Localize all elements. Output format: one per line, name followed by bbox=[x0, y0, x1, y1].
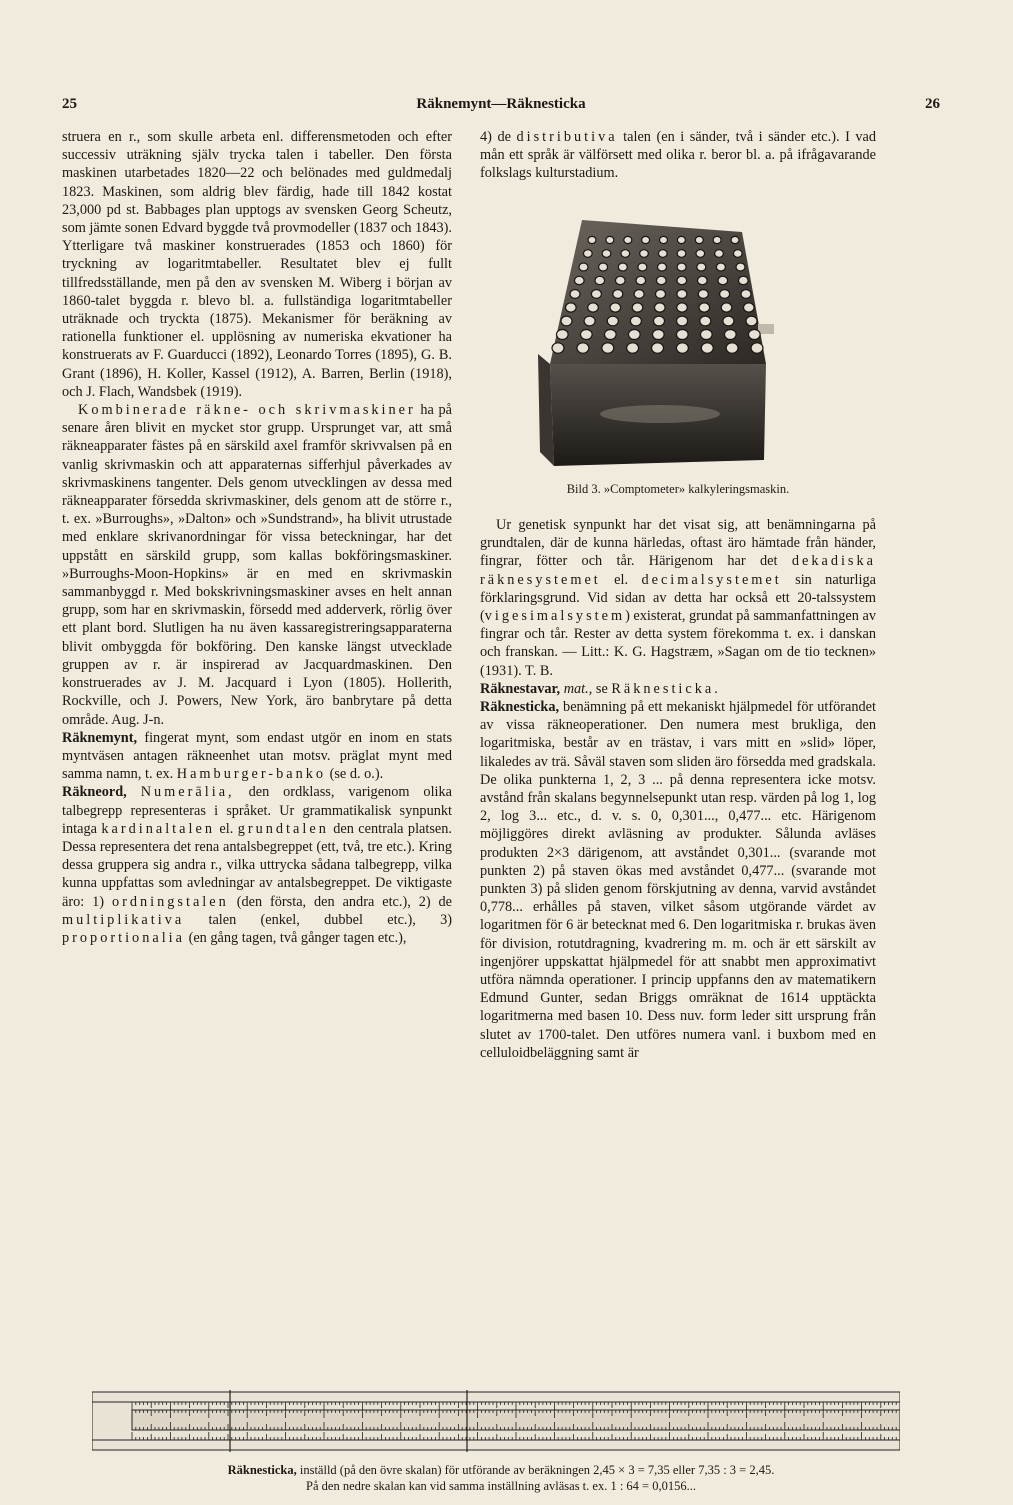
key-icon bbox=[726, 343, 738, 353]
entry-raknemynt: Räknemynt, fingerat mynt, som endast utgör en inom en stats myntväsen antagen räkneenhet utan motsv. präglat mynt med samma namn, t. ex. Hamburger-banko (se d. o.). bbox=[62, 729, 453, 783]
key-icon bbox=[638, 263, 647, 271]
key-icon bbox=[718, 276, 728, 284]
key-icon bbox=[697, 263, 706, 271]
key-icon bbox=[677, 303, 688, 312]
key-icon bbox=[725, 330, 737, 340]
key-icon bbox=[602, 343, 614, 353]
key-icon bbox=[630, 316, 641, 326]
key-icon bbox=[698, 276, 708, 284]
key-icon bbox=[746, 316, 757, 326]
key-icon bbox=[713, 236, 721, 243]
author-signature: T. B. bbox=[525, 662, 553, 679]
key-icon bbox=[566, 303, 577, 312]
key-icon bbox=[636, 276, 646, 284]
key-icon bbox=[621, 250, 630, 258]
key-icon bbox=[677, 236, 685, 243]
key-icon bbox=[723, 316, 734, 326]
key-icon bbox=[602, 250, 611, 258]
key-icon bbox=[739, 276, 749, 284]
key-icon bbox=[577, 343, 589, 353]
paragraph-kombinerade: Kombinerade räkne- och skrivmaskiner ha på senare åren blivit en mycket stor grupp. Ursprunget var, att små räkneapparater fästes på en särskild axel framför skrivvalsen på en vanlig skrivmaskin och att apparaternas sifferhjul påverkades av skrivmaskinens tangenter. Dels genom utvecklingen av dessa med räkneapparater försedda skrivmaskiner, dels genom att de större r., t. ex. »Burroughs», »Dalton» och »Sundstrand», ha blivit utrustade med enklare skrivanordningar för vissa beteckningar, har det uppstått en särskild grupp, som kallas bokföringsmaskiner. »Burroughs-Moon-Hopkins» är en med en skrivmaskin sammanbyggd r. Med bokskrivningsmaskiner avses en helt annan grupp, som har en skrivmaskin, försedd med adderverk, rörlig över ett plant bord. Slutligen ha nu även kassaregistreringsapparaterna blivit ombyggda för bokföring. Den kanske längst utvecklade gruppen av r. är inspirerad av Jacquardmaskinen. Den konstruerades av J. M. Jacquard i Lyon (1805). Hollerith, Rockville, och J. Powers, New York, äro banbrytare på detta område. Aug. J-n. bbox=[62, 402, 453, 728]
key-icon bbox=[677, 290, 687, 299]
key-icon bbox=[634, 290, 644, 299]
entry-raknestavar: Räknestavar, mat., se Räknesticka. bbox=[480, 680, 721, 697]
key-icon bbox=[575, 276, 585, 284]
key-icon bbox=[701, 330, 713, 340]
page-title: Räknemynt—Räknesticka bbox=[416, 96, 586, 112]
key-icon bbox=[654, 316, 665, 326]
key-icon bbox=[629, 330, 641, 340]
key-icon bbox=[561, 316, 572, 326]
right-column-top bbox=[480, 128, 876, 183]
key-icon bbox=[591, 290, 601, 299]
key-icon bbox=[749, 330, 761, 340]
photo-caption: Bild 3. »Comptometer» kalkyleringsmaskin. bbox=[566, 482, 790, 496]
key-icon bbox=[698, 290, 708, 299]
headword-raknemynt: Räknemynt, bbox=[62, 729, 138, 746]
key-icon bbox=[557, 330, 569, 340]
page-number-left: 25 bbox=[62, 96, 77, 112]
caption-term: Räknesticka, bbox=[227, 1463, 297, 1477]
key-icon bbox=[588, 303, 599, 312]
key-icon bbox=[677, 330, 689, 340]
left-column bbox=[62, 128, 452, 947]
key-icon bbox=[605, 330, 617, 340]
key-icon bbox=[720, 290, 730, 299]
paragraph-babbage: struera en r., som skulle arbeta enl. differensmetoden och efter successiv uträkning själv trycka talen i tabeller. Den första maskinen utarbetades 1820—22 och belönades med guldmedalj 1823. Maskinen, som aldrig blev färdig, hade till 1842 kostat 23,000 pd st. Babbages plan upptogs av svensken Georg Scheutz, som jämte sonen Edvard byggde två provmodeller (1837 och 1843). Ytterligare två maskiner konstruerades (1853 och 1860) för tryckning av logaritmtabeller. Resultatet blev ej fullt tillfredsställande, men på den av svensken M. Wiberg i början av 1860-talet byggda r. blevo bl. a. fullständiga logaritmtabeller uträknade och tryckta (1875). Mekanismer för beräkning av rationella funktioner el. upplösning av numeriska ekvationer ha konstruerats av F. Guarducci (1892), Leonardo Torres (1895), G. B. Grant (1896), H. Koller, Kassel (1912), A. Barren, Berlin (1918), och J. Flach, Wandsbek (1919). bbox=[62, 129, 452, 400]
key-icon bbox=[677, 276, 687, 284]
key-icon bbox=[616, 276, 626, 284]
headword-raknesticka: Räknesticka, bbox=[480, 699, 560, 716]
key-icon bbox=[613, 290, 623, 299]
key-icon bbox=[618, 263, 627, 271]
key-icon bbox=[734, 250, 743, 258]
headword-rakneord: Räkneord, bbox=[62, 784, 127, 801]
term-kombinerade: Kombinerade räkne- och skrivmaskiner bbox=[78, 402, 416, 419]
key-icon bbox=[552, 343, 564, 353]
key-icon bbox=[744, 303, 755, 312]
key-icon bbox=[676, 343, 688, 353]
key-icon bbox=[715, 250, 724, 258]
key-icon bbox=[751, 343, 763, 353]
entry-rakneord: Räkneord, Numerālia, den ordklass, varigenom olika talbegrepp representeras i språket. Ur grammatikalisk synpunkt intaga kardinaltalen el. grundtalen den centrala platsen. Dessa representera det rena antalsbegreppet (ett, två, tre etc.). Kring dessa gruppera sig andra r., vilka uttrycka sådana talbegrepp, vilka kunna uppfattas som avledningar av antalsbegreppet. De viktigaste äro: 1) ordningstalen (den första, den andra etc.), 2) de multiplikativa talen (enkel, dubbel etc.), 3) proportionalia (en gång tagen, två gånger tagen etc.), bbox=[62, 784, 453, 946]
key-icon bbox=[627, 343, 639, 353]
entry-raknesticka: Räknesticka, benämning på ett mekaniskt hjälpmedel för utförandet av vissa räkneoperationer. Den numera mest brukliga, den logaritmiska, består av en trästav, i vars mitt en »slid» löper, likaledes av trä. Såväl staven som sliden äro försedda med gradskala. De olika punkterna 1, 2, 3 ... på denna representera icke motsv. avstånd från skalans begynnelsepunkt utan resp. värden på log 1, log 2, log 3... etc., d. v. s. 0, 0,301..., 0,477... etc. Härigenom möjliggöres direkt avläsning av produkter. Sålunda avläses produkten 2×3 därigenom, att avståndet 0,301... (svarande mot punkten 2) på staven ökas med avståndet 0,477... (svarande mot punkten 3) på sliden genom förskjutning av denna, varvid avståndet 0,778... erhålles på staven, vilket såsom utgörande värdet av logaritmen för 6 är betecknat med 6. Den logaritmiska r. brukas även för division, rotutdragning, kvadrering m. m. och är ett särskilt av ingenjörer uppskattat hjälpmedel för att snabbt men approximativt utföra nämnda operationer. I princip uppfanns den av matematikern Edmund Gunter, sedan Briggs omräknat de 1614 upptäckta logaritmerna med basen 10. Dess nuv. form leder sitt ursprung från slutet av 1700-talet. Den utföres numera vanl. i buxbom med en celluloidbeläggning samt är bbox=[480, 699, 876, 1061]
paragraph-distributiva: 4) de distributiva talen (en i sänder, två i sänder etc.). I vad mån ett språk är välförsett med olika r. beror bl. a. på ifrågavarande folkslags kulturstadium. bbox=[480, 129, 877, 182]
key-icon bbox=[610, 303, 621, 312]
key-icon bbox=[677, 316, 688, 326]
key-icon bbox=[655, 303, 666, 312]
running-header bbox=[62, 96, 940, 118]
key-icon bbox=[606, 236, 614, 243]
key-icon bbox=[677, 250, 686, 258]
key-icon bbox=[657, 276, 667, 284]
key-icon bbox=[736, 263, 745, 271]
key-icon bbox=[731, 236, 739, 243]
slide-rule-caption: Räknesticka, inställd (på den övre skalan) för utförande av beräkningen 2,45 × 3 = 7,35 eller 7,35 : 3 = 2,45. På den nedre skalan kan vid samma inställning avläsas t. ex. 1 : 64 = 0,0156... bbox=[227, 1463, 775, 1493]
key-icon bbox=[696, 250, 705, 258]
key-icon bbox=[677, 263, 686, 271]
key-icon bbox=[653, 330, 665, 340]
key-icon bbox=[640, 250, 649, 258]
right-column-bottom bbox=[480, 516, 876, 1062]
slide-rule-illustration bbox=[92, 1390, 900, 1452]
key-icon bbox=[700, 316, 711, 326]
key-icon bbox=[607, 316, 618, 326]
key-icon bbox=[584, 316, 595, 326]
key-icon bbox=[624, 236, 632, 243]
key-icon bbox=[588, 236, 596, 243]
headword-raknestavar: Räknestavar, bbox=[480, 680, 561, 697]
key-icon bbox=[579, 263, 588, 271]
key-icon bbox=[642, 236, 650, 243]
key-icon bbox=[581, 330, 593, 340]
key-icon bbox=[716, 263, 725, 271]
key-icon bbox=[741, 290, 751, 299]
key-icon bbox=[652, 343, 664, 353]
key-icon bbox=[660, 236, 668, 243]
key-icon bbox=[659, 250, 668, 258]
key-icon bbox=[699, 303, 710, 312]
key-icon bbox=[658, 263, 667, 271]
key-icon bbox=[570, 290, 580, 299]
comptometer-photo bbox=[530, 214, 778, 470]
key-icon bbox=[656, 290, 666, 299]
author-signature: Aug. J-n. bbox=[111, 711, 165, 728]
key-icon bbox=[599, 263, 608, 271]
key-icon bbox=[695, 236, 703, 243]
key-icon bbox=[701, 343, 713, 353]
key-icon bbox=[595, 276, 605, 284]
key-icon bbox=[584, 250, 593, 258]
page-number-right: 26 bbox=[925, 96, 940, 112]
key-icon bbox=[721, 303, 732, 312]
key-icon bbox=[632, 303, 643, 312]
paragraph-genetisk: Ur genetisk synpunkt har det visat sig, att benämningarna på grundtalen, där de kunna härledas, oftast äro hämtade från händer, fingrar, fötter och tår. Härigenom har det dekadiska räknesystemet el. decimalsystemet sin naturliga förklaringsgrund. Vid sidan av detta har också ett 20-talssystem (vigesimalsystem) existerat, grundat på sammanfattningen av fingrar och tår. Rester av detta system förekomma t. ex. i danskan och franskan. — Litt.: K. G. Hagstræm, »Sagan om de tio tecknen» (1931). T. B. bbox=[480, 517, 876, 679]
